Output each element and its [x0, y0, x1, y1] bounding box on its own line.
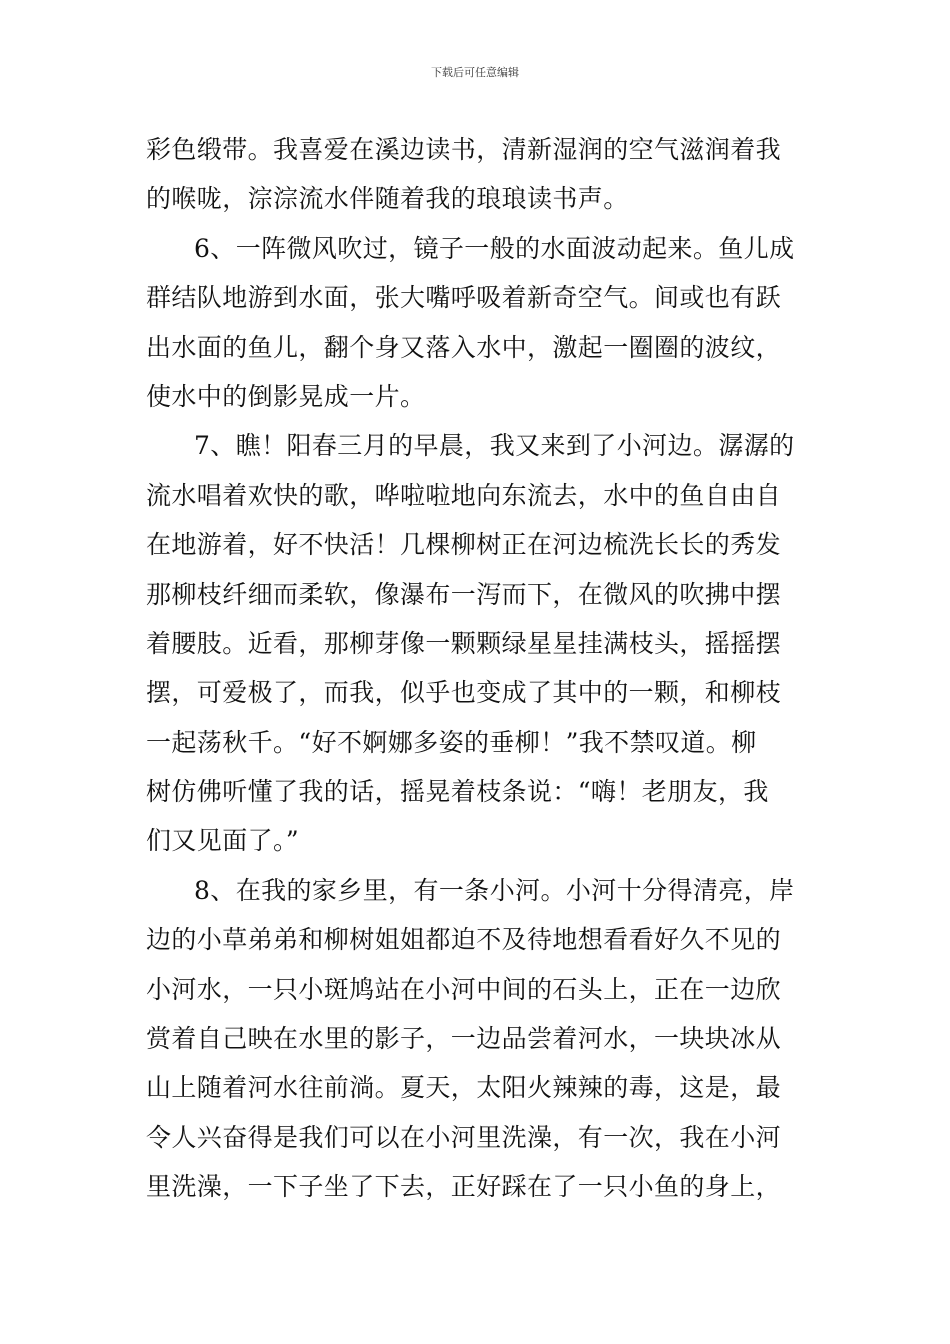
- paragraph: [146, 421, 826, 866]
- text-line: 边的小草弟弟和柳树姐姐都迫不及待地想看看好久不见的: [146, 925, 782, 955]
- text-line: 里洗澡，一下子坐了下去，正好踩在了一只小鱼的身上，: [146, 1172, 782, 1202]
- text-line: 树仿佛听懂了我的话，摇晃着枝条说：“嗨！老朋友，我: [146, 777, 769, 807]
- text-line: 摆，可爱极了，而我，似乎也变成了其中的一颗，和柳枝: [146, 678, 782, 708]
- text-line: 的喉咙，淙淙流水伴随着我的琅琅读书声。: [146, 184, 629, 214]
- document-body: [146, 125, 826, 1212]
- text-line: 彩色缎带。我喜爱在溪边读书，清新湿润的空气滋润着我: [146, 135, 782, 164]
- paragraph: [146, 866, 826, 1212]
- paragraph: [146, 224, 826, 422]
- text-line: 们又见面了。”: [146, 826, 300, 856]
- text-line: 出水面的鱼儿，翻个身又落入水中，激起一圈圈的波纹，: [146, 332, 782, 362]
- text-line: 那柳枝纤细而柔软，像瀑布一泻而下，在微风的吹拂中摆: [146, 579, 782, 609]
- text-line: 流水唱着欢快的歌，哗啦啦地向东流去，水中的鱼自由自: [146, 480, 782, 510]
- page-header: 下载后可任意编辑: [431, 66, 519, 79]
- paragraph: [146, 125, 826, 224]
- text-line: 小河水，一只小斑鸠站在小河中间的石头上，正在一边欣: [146, 974, 782, 1004]
- text-line: 一起荡秋千。“好不婀娜多姿的垂柳！”我不禁叹道。柳: [146, 727, 757, 757]
- text-line: 6、一阵微风吹过，镜子一般的水面波动起来。鱼儿成: [194, 233, 795, 263]
- text-line: 8、在我的家乡里，有一条小河。小河十分得清亮，岸: [194, 875, 795, 905]
- text-line: 山上随着河水往前淌。夏天，太阳火辣辣的毒，这是，最: [146, 1073, 782, 1103]
- text-line: 赏着自己映在水里的影子，一边品尝着河水，一块块冰从: [146, 1024, 782, 1054]
- text-line: 群结队地游到水面，张大嘴呼吸着新奇空气。间或也有跃: [146, 283, 782, 313]
- text-line: 着腰肢。近看，那柳芽像一颗颗绿星星挂满枝头，摇摇摆: [146, 628, 782, 658]
- text-line: 7、瞧！阳春三月的早晨，我又来到了小河边。潺潺的: [194, 431, 795, 461]
- text-line: 在地游着，好不快活！几棵柳树正在河边梳洗长长的秀发: [146, 530, 782, 560]
- text-line: 使水中的倒影晃成一片。: [146, 381, 426, 411]
- text-line: 令人兴奋得是我们可以在小河里洗澡，有一次，我在小河: [146, 1122, 782, 1152]
